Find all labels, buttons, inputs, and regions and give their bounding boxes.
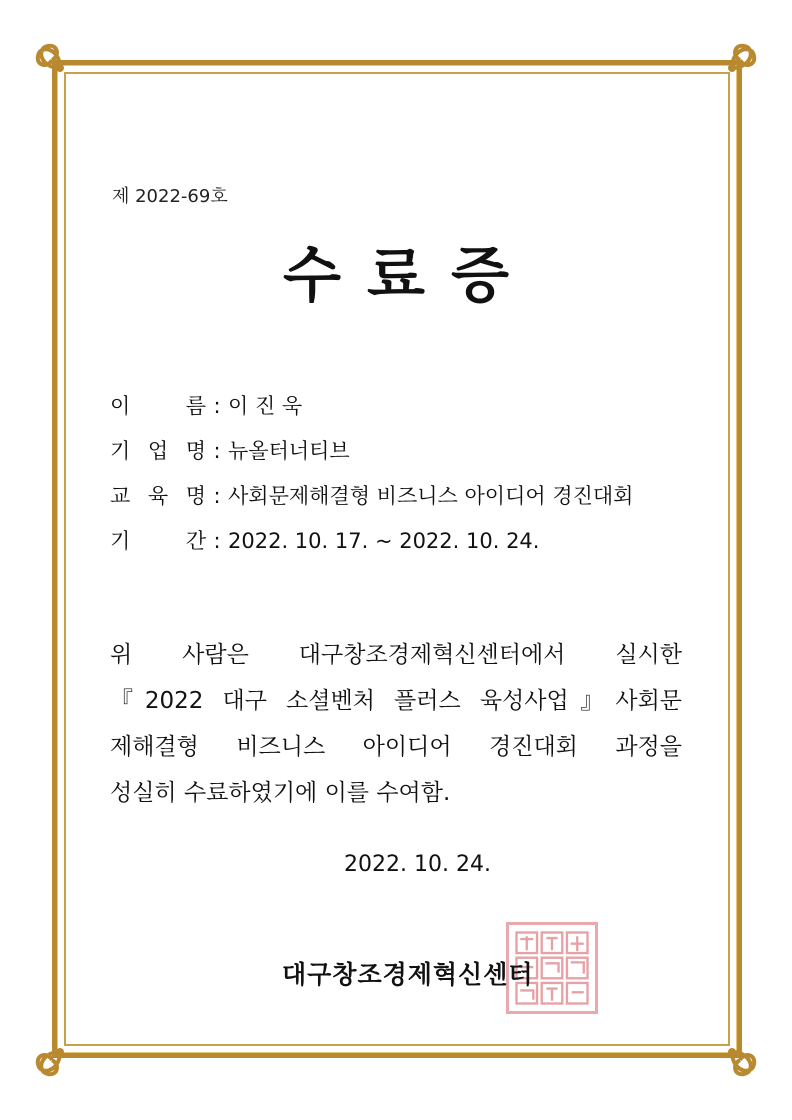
body-line: 성실히 수료하였기에 이를 수여함.	[110, 780, 451, 806]
info-value-company: 뉴올터너티브	[228, 439, 350, 463]
info-colon: :	[213, 439, 221, 463]
info-label: 기 간	[110, 529, 206, 553]
ornament-corner-icon	[30, 38, 90, 98]
certificate-title: 수료증	[283, 241, 535, 311]
body-line: 『2022 대구 소셜벤처 플러스 육성사업』사회문	[110, 688, 682, 714]
info-label: 기 업 명	[110, 439, 206, 463]
info-row-name	[110, 390, 633, 435]
info-colon: :	[213, 484, 221, 508]
ornament-corner-icon	[30, 1022, 90, 1082]
issue-date: 2022. 10. 24.	[344, 852, 491, 877]
body-line: 제해결형 비즈니스 아이디어 경진대회 과정을	[110, 734, 682, 760]
certificate-body	[110, 632, 682, 816]
info-value-name: 이 진 욱	[228, 394, 303, 418]
ornament-corner-icon	[702, 1022, 762, 1082]
certificate-number: 제 2022-69호	[112, 186, 228, 207]
info-row-company	[110, 435, 633, 480]
info-value-course: 사회문제해결형 비즈니스 아이디어 경진대회	[228, 484, 634, 508]
info-colon: :	[213, 394, 221, 418]
info-section	[110, 390, 633, 570]
info-value-period: 2022. 10. 17. ~ 2022. 10. 24.	[228, 529, 540, 553]
info-row-course	[110, 480, 633, 525]
info-colon: :	[213, 529, 221, 553]
issuer-name: 대구창조경제혁신센터	[282, 960, 534, 989]
info-row-period	[110, 525, 633, 570]
ornament-corner-icon	[702, 38, 762, 98]
info-label: 이 름	[110, 394, 206, 418]
info-label: 교 육 명	[110, 484, 206, 508]
body-line: 위 사람은 대구창조경제혁신센터에서 실시한	[110, 642, 682, 668]
